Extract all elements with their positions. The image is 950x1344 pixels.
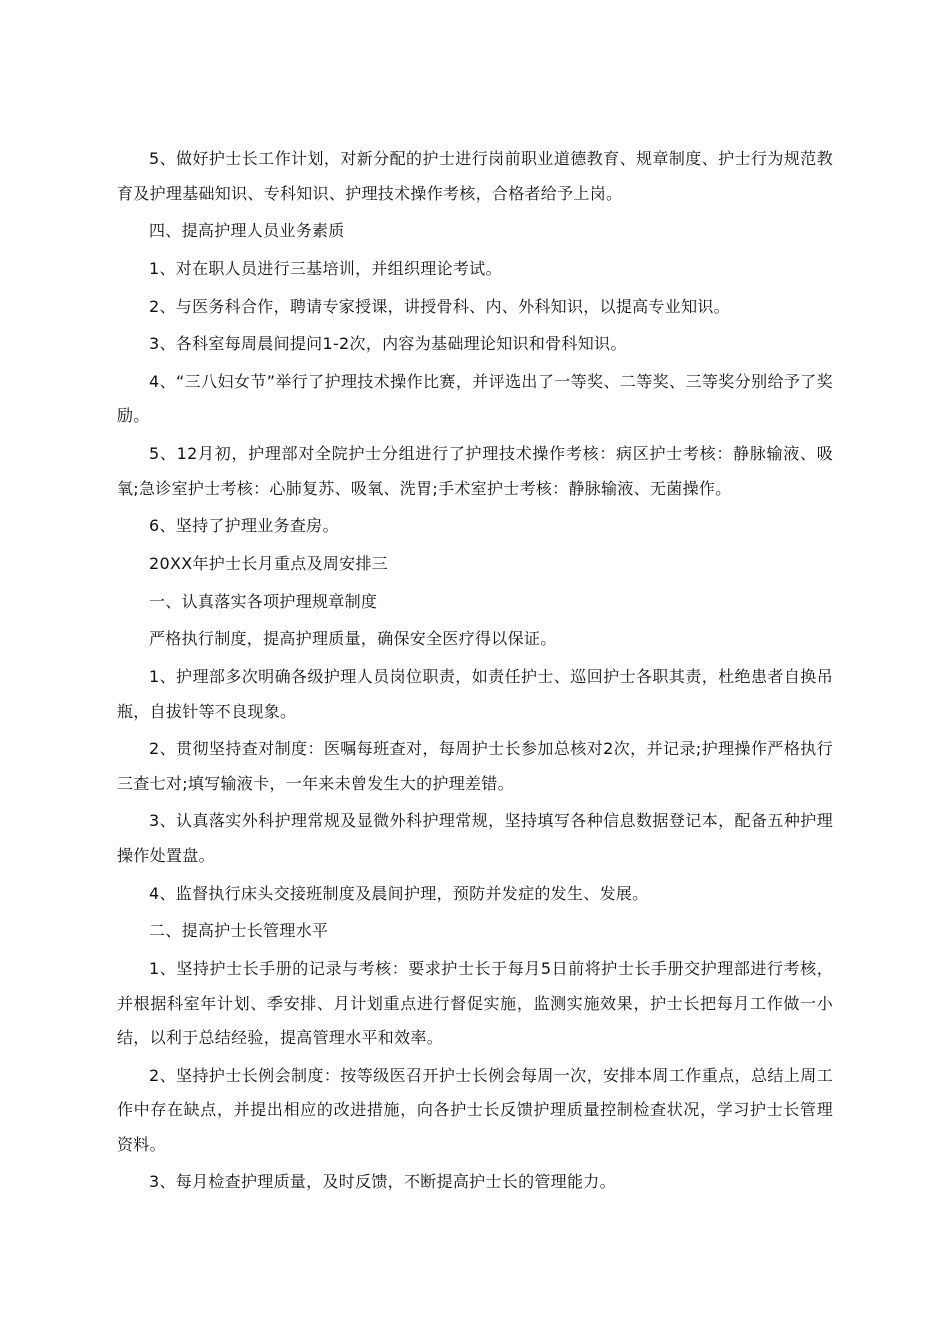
paragraph: 2、与医务科合作，聘请专家授课，讲授骨科、内、外科知识，以提高专业知识。 [149,296,730,316]
section-heading: 四、提高护理人员业务素质 [149,221,345,241]
paragraph: 2、贯彻坚持查对制度：医嘱每班查对，每周护士长参加总核对2次，并记录;护理操作严格执行三查七对;填写输液卡，一年来未曾发生大的护理差错。 [117,739,833,793]
paragraph: 4、监督执行床头交接班制度及晨间护理，预防并发症的发生、发展。 [149,883,649,903]
paragraph: 1、护理部多次明确各级护理人员岗位职责，如责任护士、巡回护士各职其责，杜绝患者自换吊瓶，自拔针等不良现象。 [117,667,833,721]
document-body [117,142,833,1203]
paragraph: 严格执行制度，提高护理质量，确保安全医疗得以保证。 [149,629,557,649]
paragraph: 1、对在职人员进行三基培训，并组织理论考试。 [149,258,502,278]
paragraph: 3、认真落实外科护理常规及显微外科护理常规，坚持填写各种信息数据登记本，配备五种护理操作处置盘。 [117,811,833,865]
paragraph: 5、12月初，护理部对全院护士分组进行了护理技术操作考核：病区护士考核：静脉输液、吸氧;急诊室护士考核：心肺复苏、吸氧、洗胃;手术室护士考核：静脉输液、无菌操作。 [117,444,833,498]
section-heading: 二、提高护士长管理水平 [149,921,329,941]
section-heading: 一、认真落实各项护理规章制度 [149,591,378,611]
document-title: 20XX年护士长月重点及周安排三 [149,554,389,573]
paragraph: 6、坚持了护理业务查房。 [149,516,339,536]
paragraph: 1、坚持护士长手册的记录与考核：要求护士长于每月5日前将护士长手册交护理部进行考核，并根据科室年计划、季安排、月计划重点进行督促实施，监测实施效果，护士长把每月工作做一小结，以利于总结经验，提高管理水平和效率。 [117,959,833,1047]
paragraph: 4、“三八妇女节”举行了护理技术操作比赛，并评选出了一等奖、二等奖、三等奖分别给予了奖励。 [117,371,833,426]
paragraph: 3、每月检查护理质量，及时反馈，不断提高护士长的管理能力。 [149,1172,616,1192]
paragraph: 2、坚持护士长例会制度：按等级医召开护士长例会每周一次，安排本周工作重点，总结上周工作中存在缺点，并提出相应的改进措施，向各护士长反馈护理质量控制检查状况，学习护士长管理资料。 [117,1065,833,1154]
paragraph: 5、做好护士长工作计划，对新分配的护士进行岗前职业道德教育、规章制度、护士行为规范教育及护理基础知识、专科知识、护理技术操作考核，合格者给予上岗。 [117,149,833,203]
paragraph: 3、各科室每周晨间提问1-2次，内容为基础理论知识和骨科知识。 [149,334,627,354]
